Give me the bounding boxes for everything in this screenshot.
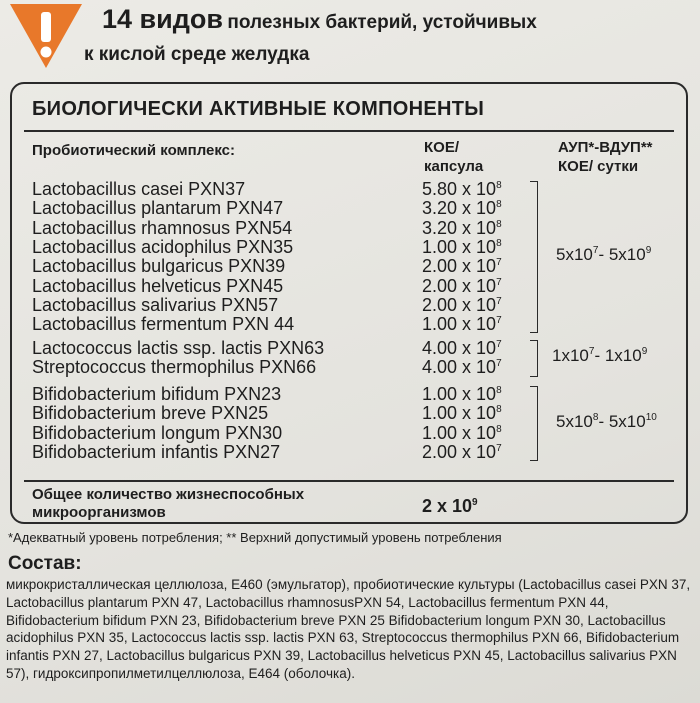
strain-name: Bifidobacterium breve PXN25 <box>32 403 269 424</box>
strain-cfu-base: 4.00 x 10 <box>422 357 497 378</box>
strain-cfu <box>422 237 502 258</box>
strain-cfu <box>422 198 502 219</box>
strain-name: Lactobacillus fermentum PXN 44 <box>32 314 295 335</box>
headline-count: 14 видов <box>102 4 223 34</box>
strain-row <box>32 276 672 295</box>
title-divider <box>24 130 674 132</box>
strain-cfu <box>422 357 502 378</box>
cfu-header-line2: капсула <box>424 158 484 175</box>
total-label-line1: Общее количество жизнеспособных <box>32 486 305 503</box>
group-bracket <box>530 181 538 333</box>
strain-cfu-base: 2.00 x 10 <box>422 441 497 462</box>
strain-row <box>32 384 672 403</box>
intake-range-min-exp: 7 <box>588 346 595 358</box>
strain-cfu-exp: 8 <box>496 218 502 230</box>
strain-cfu <box>422 384 502 405</box>
strain-cfu-base: 1.00 x 10 <box>422 236 497 257</box>
intake-range-max-exp: 9 <box>641 346 648 358</box>
headline-rest: полезных бактерий, устойчивых <box>227 12 537 33</box>
strain-row <box>32 442 672 461</box>
strain-cfu-base: 3.20 x 10 <box>422 198 497 219</box>
group-bracket <box>530 340 538 377</box>
group-bracket <box>530 386 538 461</box>
total-divider <box>24 480 674 482</box>
strain-cfu-exp: 8 <box>496 404 502 416</box>
intake-range-max: - 5x10 <box>598 245 646 265</box>
strain-cfu-base: 1.00 x 10 <box>422 403 497 424</box>
strain-cfu <box>422 423 502 444</box>
strain-name: Lactococcus lactis ssp. lactis PXN63 <box>32 338 325 358</box>
total-value-exp: 9 <box>472 497 478 508</box>
total-value-base: 2 x 10 <box>422 496 473 516</box>
intake-range <box>556 245 651 265</box>
intake-range-max: - 5x10 <box>598 411 646 431</box>
strain-name: Bifidobacterium infantis PXN27 <box>32 441 281 462</box>
strain-cfu <box>422 403 502 424</box>
intake-range-min: 5x10 <box>556 411 593 431</box>
intake-range-min-exp: 7 <box>592 245 599 257</box>
intake-range-min: 5x10 <box>556 245 593 265</box>
strain-name: Lactobacillus plantarum PXN47 <box>32 198 284 219</box>
strain-cfu <box>422 256 502 277</box>
composition-title: Состав: <box>8 553 82 574</box>
strain-name: Bifidobacterium longum PXN30 <box>32 422 283 443</box>
strain-name: Bifidobacterium bifidum PXN23 <box>32 384 282 404</box>
strain-cfu-base: 2.00 x 10 <box>422 256 497 277</box>
components-panel <box>10 82 688 524</box>
strain-cfu-exp: 7 <box>496 315 502 327</box>
strain-cfu-base: 5.80 x 10 <box>422 179 497 199</box>
strain-name: Lactobacillus salivarius PXN57 <box>32 294 279 315</box>
strain-cfu-exp: 7 <box>496 358 502 370</box>
strain-name: Lactobacillus acidophilus PXN35 <box>32 236 294 257</box>
strain-cfu-exp: 8 <box>496 385 502 396</box>
intake-range <box>552 346 647 366</box>
strain-name: Lactobacillus helveticus PXN45 <box>32 275 284 296</box>
strain-cfu-base: 4.00 x 10 <box>422 338 497 358</box>
strain-cfu-exp: 7 <box>496 295 502 307</box>
strain-cfu-exp: 7 <box>496 339 502 350</box>
strain-cfu-exp: 8 <box>496 237 502 249</box>
composition-text: микрокристаллическая целлюлоза, Е460 (эмульгатор), пробиотические культуры (Lactobacillus casei PXN 37, Lactobacillus plantarum PXN 47, Lactobacillus rhamnosusPXN 54, Lactobacillus fermentum PXN 44, Bifidobacterium bifidum PXN 23, Bifidobacterium breve PXN 25 Bifidobacterium longum PXN 30, Lactobacillus acidophilus PXN 35, Lactococcus lactis ssp. lactis PXN 63, Streptococcus thermophilus PXN 66, Bifidobacterium infantis PXN 27, Lactobacillus bulgaricus PXN 39, Lactobacillus helveticus PXN 45, Lactobacillus salivarius PXN 57), гидроксипропилметилцеллюлоза, Е464 (оболочка). <box>6 577 691 681</box>
strain-cfu-exp: 8 <box>496 199 502 211</box>
strain-cfu <box>422 442 502 463</box>
footnote: *Адекватный уровень потребления; ** Верхний допустимый уровень потребления <box>8 530 502 545</box>
strain-cfu <box>422 314 502 335</box>
aup-header-line2: КОЕ/ сутки <box>558 158 639 175</box>
strain-cfu-base: 1.00 x 10 <box>422 384 497 404</box>
strain-cfu <box>422 295 502 316</box>
strain-cfu-base: 1.00 x 10 <box>422 422 497 443</box>
strain-name: Lactobacillus casei PXN37 <box>32 179 246 199</box>
strain-row <box>32 179 672 198</box>
strain-cfu-exp: 7 <box>496 276 502 288</box>
strain-cfu-base: 2.00 x 10 <box>422 294 497 315</box>
cfu-header-line1: КОЕ/ <box>424 139 459 156</box>
total-label-line2: микроорганизмов <box>32 504 166 521</box>
total-label <box>32 486 304 522</box>
total-value <box>422 496 478 517</box>
strain-row <box>32 314 672 333</box>
strain-name: Streptococcus thermophilus PXN66 <box>32 357 317 378</box>
intake-range-max-exp: 10 <box>645 411 657 423</box>
strain-row <box>32 198 672 217</box>
intake-range-min-exp: 8 <box>592 411 599 423</box>
intake-range-max-exp: 9 <box>645 245 652 257</box>
strain-cfu-base: 2.00 x 10 <box>422 275 497 296</box>
aup-header-line1: АУП*-ВДУП** <box>558 139 653 156</box>
intake-range-max: - 1x10 <box>594 346 642 366</box>
intake-range <box>556 412 657 432</box>
exclamation-warning-icon <box>8 2 84 70</box>
strain-cfu-exp: 8 <box>496 180 502 191</box>
strain-cfu-base: 3.20 x 10 <box>422 217 497 238</box>
strain-cfu-exp: 7 <box>496 257 502 269</box>
strain-cfu-base: 1.00 x 10 <box>422 314 497 335</box>
probiotic-complex-label: Пробиотический комплекс: <box>32 142 236 159</box>
strain-name: Lactobacillus rhamnosus PXN54 <box>32 217 293 238</box>
strain-name: Lactobacillus bulgaricus PXN39 <box>32 256 286 277</box>
intake-range-min: 1x10 <box>552 346 589 366</box>
cfu-column-header <box>424 138 483 176</box>
strain-cfu <box>422 179 502 200</box>
strain-row <box>32 295 672 314</box>
strain-cfu <box>422 276 502 297</box>
strain-row <box>32 218 672 237</box>
panel-title: БИОЛОГИЧЕСКИ АКТИВНЫЕ КОМПОНЕНТЫ <box>32 98 485 120</box>
strain-cfu-exp: 7 <box>496 442 502 454</box>
headline <box>102 4 537 35</box>
strain-cfu <box>422 218 502 239</box>
strain-cfu <box>422 338 502 359</box>
headline-line2: к кислой среде желудка <box>84 44 310 65</box>
strain-cfu-exp: 8 <box>496 423 502 435</box>
aup-column-header <box>558 138 653 176</box>
